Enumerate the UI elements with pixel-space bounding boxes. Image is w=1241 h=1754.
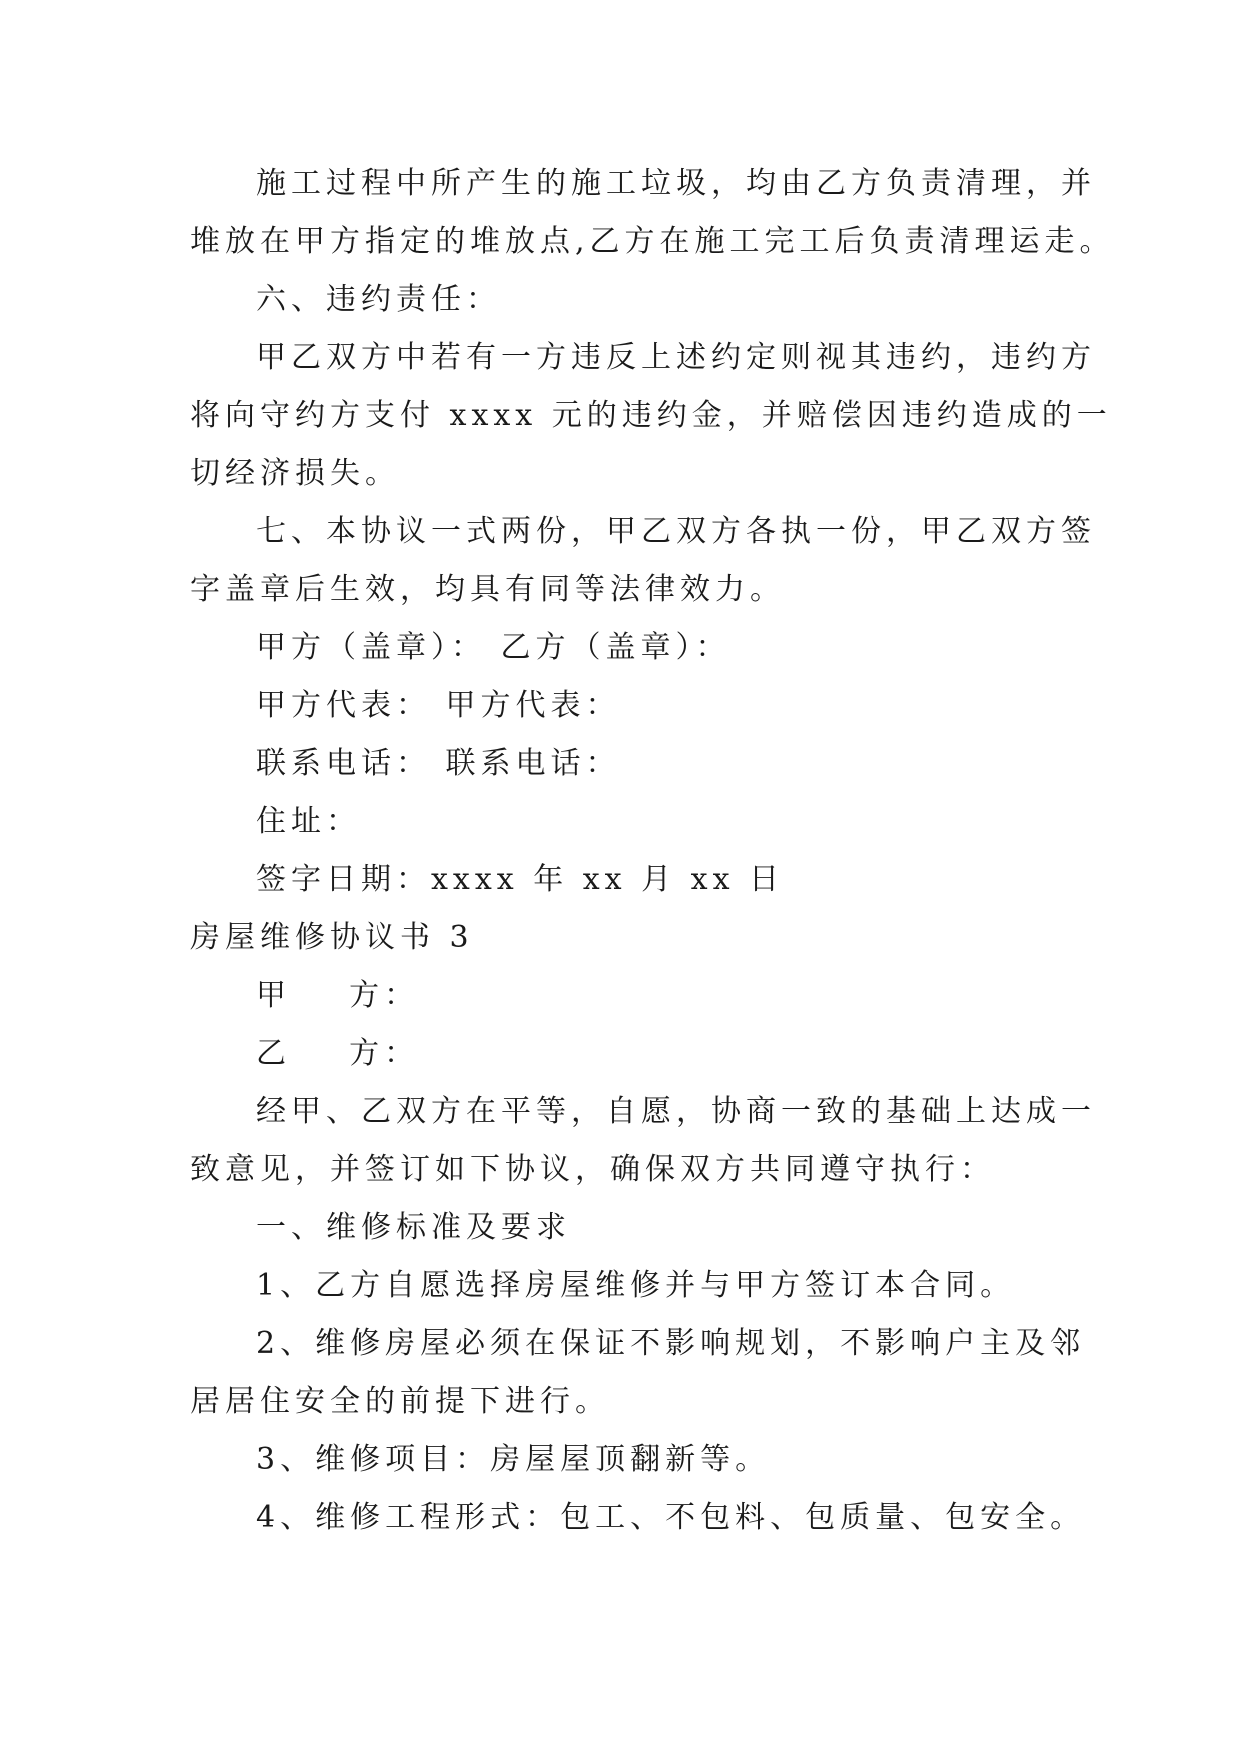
- paragraph-line: 堆放在甲方指定的堆放点,乙方在施工完工后负责清理运走。: [190, 224, 1115, 259]
- paragraph-line: 居居住安全的前提下进行。: [190, 1384, 610, 1419]
- list-item: 2、维修房屋必须在保证不影响规划，不影响户主及邻: [256, 1326, 1086, 1361]
- list-item: 3、维修项目：房屋屋顶翻新等。: [256, 1442, 771, 1477]
- paragraph-line: 将向守约方支付 xxxx 元的违约金，并赔偿因违约造成的一: [190, 398, 1112, 433]
- party-a-field: 甲 方：: [256, 978, 420, 1013]
- paragraph-line: 施工过程中所产生的施工垃圾，均由乙方负责清理，并: [256, 166, 1096, 201]
- document-title: 房屋维修协议书 3: [190, 920, 474, 955]
- list-item: 4、维修工程形式：包工、不包料、包质量、包安全。: [256, 1500, 1086, 1535]
- signature-field: 联系电话： 联系电话：: [256, 746, 621, 781]
- paragraph-line: 致意见，并签订如下协议，确保双方共同遵守执行：: [190, 1152, 995, 1187]
- section-heading: 六、违约责任：: [256, 282, 501, 317]
- signature-field: 甲方（盖章）： 乙方（盖章）：: [256, 630, 731, 665]
- paragraph-line: 经甲、乙双方在平等，自愿，协商一致的基础上达成一: [256, 1094, 1096, 1129]
- paragraph-line: 七、本协议一式两份，甲乙双方各执一份，甲乙双方签: [256, 514, 1096, 549]
- signature-field: 住址：: [256, 804, 361, 839]
- section-heading: 一、维修标准及要求: [256, 1210, 571, 1245]
- signature-date: 签字日期：xxxx 年 xx 月 xx 日: [256, 862, 785, 897]
- list-item: 1、乙方自愿选择房屋维修并与甲方签订本合同。: [256, 1268, 1016, 1303]
- paragraph-line: 字盖章后生效，均具有同等法律效力。: [190, 572, 785, 607]
- signature-field: 甲方代表： 甲方代表：: [256, 688, 621, 723]
- paragraph-line: 甲乙双方中若有一方违反上述约定则视其违约，违约方: [256, 340, 1096, 375]
- party-b-field: 乙 方：: [256, 1036, 420, 1071]
- paragraph-line: 切经济损失。: [190, 456, 400, 491]
